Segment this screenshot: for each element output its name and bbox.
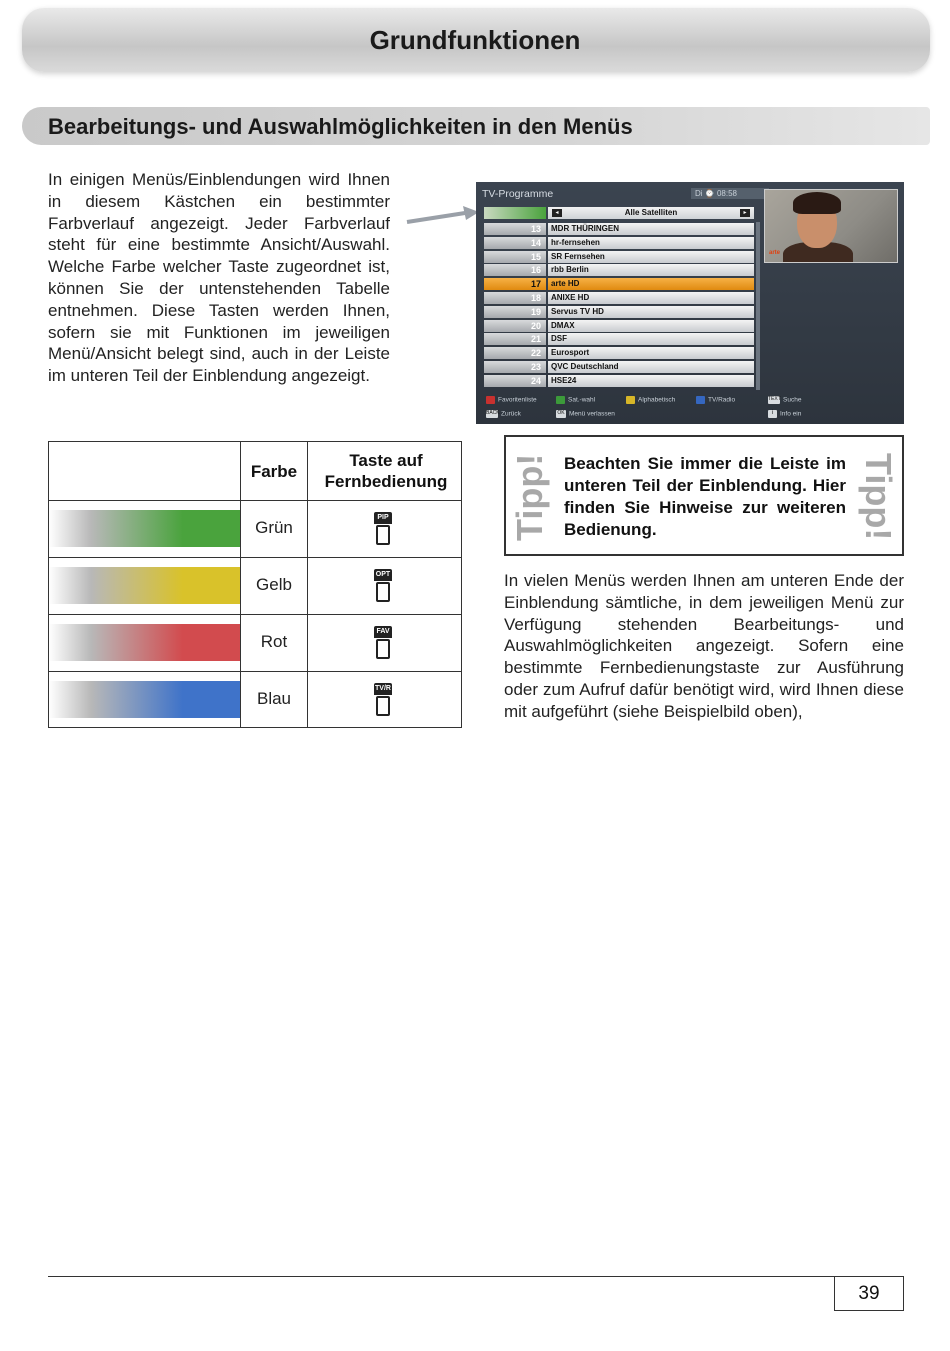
channel-name: MDR THÜRINGEN bbox=[548, 223, 754, 235]
color-swatch bbox=[49, 624, 240, 661]
remote-key-label: PIP bbox=[374, 512, 392, 524]
channel-row bbox=[484, 251, 754, 263]
channel-name: rbb Berlin bbox=[548, 264, 754, 276]
tv-clock: Di ⌚ 08:58 bbox=[691, 188, 769, 199]
footer-menue-verlassen: OK Menü verlassen bbox=[557, 410, 615, 418]
channel-row bbox=[484, 306, 754, 318]
channel-row bbox=[484, 237, 754, 249]
footer-rule bbox=[48, 1276, 834, 1277]
channel-row bbox=[484, 278, 754, 290]
channel-scrollbar bbox=[756, 222, 760, 390]
tipp-label-left: Tipp! bbox=[509, 453, 550, 541]
color-label: Rot bbox=[260, 632, 288, 651]
footer-zurueck: BACKZurück bbox=[486, 410, 521, 418]
section-title: Bearbeitungs- und Auswahlmöglichkeiten in den Menüs bbox=[48, 114, 633, 139]
channel-name: QVC Deutschland bbox=[548, 361, 754, 373]
red-key-icon bbox=[486, 396, 495, 404]
left-arrow-icon: ◂ bbox=[552, 209, 562, 217]
remote-key-icon bbox=[374, 626, 392, 660]
channel-name: hr-fernsehen bbox=[548, 237, 754, 249]
tipp-text: Beachten Sie immer die Leiste im unteren Teil der Einblendung. Hier finden Sie Hinweise zur weiteren Bedienung. bbox=[564, 454, 846, 539]
footer-suche: TEXT Suche bbox=[768, 396, 802, 404]
satellite-label: Alle Satelliten bbox=[624, 208, 678, 217]
channel-number: 20 bbox=[484, 320, 546, 332]
preview-tag: arte bbox=[769, 250, 781, 256]
remote-key-icon bbox=[374, 569, 392, 603]
color-swatch bbox=[49, 510, 240, 547]
header-farbe: Farbe bbox=[250, 462, 298, 481]
channel-name: ANIXE HD bbox=[548, 292, 754, 304]
channel-number: 23 bbox=[484, 361, 546, 373]
channel-row bbox=[484, 333, 754, 345]
tv-list-header bbox=[484, 207, 754, 219]
channel-number: 19 bbox=[484, 306, 546, 318]
channel-name: HSE24 bbox=[548, 375, 754, 387]
pointer-arrow-icon bbox=[405, 204, 480, 228]
channel-number: 24 bbox=[484, 375, 546, 387]
color-swatch bbox=[49, 567, 240, 604]
footer-favoritenliste: Favoritenliste bbox=[486, 396, 537, 404]
color-label: Gelb bbox=[256, 575, 292, 594]
satellite-selector bbox=[548, 207, 754, 219]
remote-key-label: OPT bbox=[374, 569, 392, 581]
channel-row bbox=[484, 375, 754, 387]
tv-screen-title: TV-Programme bbox=[482, 188, 554, 200]
channel-number: 21 bbox=[484, 333, 546, 345]
remote-key-button-icon bbox=[376, 639, 390, 659]
channel-name: arte HD bbox=[548, 278, 754, 290]
right-arrow-icon: ▸ bbox=[740, 209, 750, 217]
green-key-icon bbox=[556, 396, 565, 404]
page-number: 39 bbox=[834, 1276, 904, 1311]
remote-key-icon bbox=[374, 512, 392, 546]
channel-row bbox=[484, 361, 754, 373]
yellow-key-icon bbox=[626, 396, 635, 404]
channel-name: Eurosport bbox=[548, 347, 754, 359]
channel-number: 16 bbox=[484, 264, 546, 276]
tipp-label-right: Tipp! bbox=[858, 453, 899, 541]
tv-programme-screenshot bbox=[476, 182, 904, 424]
channel-row bbox=[484, 223, 754, 235]
intro-paragraph: In einigen Menüs/Einblendungen wird Ihnen in diesem Kästchen ein bestimmter Farbverlauf angezeigt. Jeder Farbverlauf steht für eine bestimmte Ansicht/Auswahl. Welche Farbe welcher Taste zugeordnet ist, können Sie der untenstehenden Tabelle entnehmen. Diese Tasten werden Ihnen, sofern sie mit Funktionen im jeweiligen Menü/Ansicht belegt sind, auch in der Leiste im unteren Teil der Einblendung angezeigt. bbox=[48, 170, 390, 386]
channel-row bbox=[484, 347, 754, 359]
channel-row bbox=[484, 320, 754, 332]
remote-key-icon bbox=[374, 683, 392, 717]
chapter-title: Grundfunktionen bbox=[369, 25, 581, 55]
green-gradient-box bbox=[484, 207, 546, 219]
footer-satwahl: Sat.-wahl bbox=[556, 396, 595, 404]
channel-number: 14 bbox=[484, 237, 546, 249]
channel-number: 17 bbox=[484, 278, 546, 290]
channel-number: 22 bbox=[484, 347, 546, 359]
body-paragraph: In vielen Menüs werden Ihnen am unteren Ende der Einblendung sämtliche, in dem jeweiligen Menü zur Verfügung stehenden Bearbeitungs- und Auswahlmöglichkeiten angezeigt. Sofern eine bestimmte Fernbedienungstaste zur Ausführung oder zum Aufruf dafür benötigt wird, wird Ihnen diese mit aufgeführt (siehe Beispielbild oben), bbox=[504, 571, 904, 721]
remote-key-button-icon bbox=[376, 582, 390, 602]
footer-info-ein: i Info ein bbox=[768, 410, 801, 418]
channel-name: SR Fernsehen bbox=[548, 251, 754, 263]
channel-name: DMAX bbox=[548, 320, 754, 332]
channel-name: DSF bbox=[548, 333, 754, 345]
remote-key-button-icon bbox=[376, 525, 390, 545]
remote-key-label: FAV bbox=[374, 626, 392, 638]
color-swatch bbox=[49, 681, 240, 718]
channel-number: 15 bbox=[484, 251, 546, 263]
channel-number: 13 bbox=[484, 223, 546, 235]
footer-tvradio: TV/Radio bbox=[696, 396, 735, 404]
remote-key-label: TV/R bbox=[374, 683, 392, 695]
tv-preview-image bbox=[764, 189, 898, 263]
remote-key-button-icon bbox=[376, 696, 390, 716]
header-taste: Taste auf Fernbedienung bbox=[324, 451, 448, 491]
channel-number: 18 bbox=[484, 292, 546, 304]
color-label: Blau bbox=[256, 689, 292, 708]
color-label: Grün bbox=[255, 518, 293, 537]
channel-name: Servus TV HD bbox=[548, 306, 754, 318]
footer-alphabetisch: Alphabetisch bbox=[626, 396, 675, 404]
tipp-box bbox=[504, 435, 904, 556]
channel-row bbox=[484, 292, 754, 304]
color-key-table bbox=[48, 441, 462, 728]
blue-key-icon bbox=[696, 396, 705, 404]
channel-row bbox=[484, 264, 754, 276]
